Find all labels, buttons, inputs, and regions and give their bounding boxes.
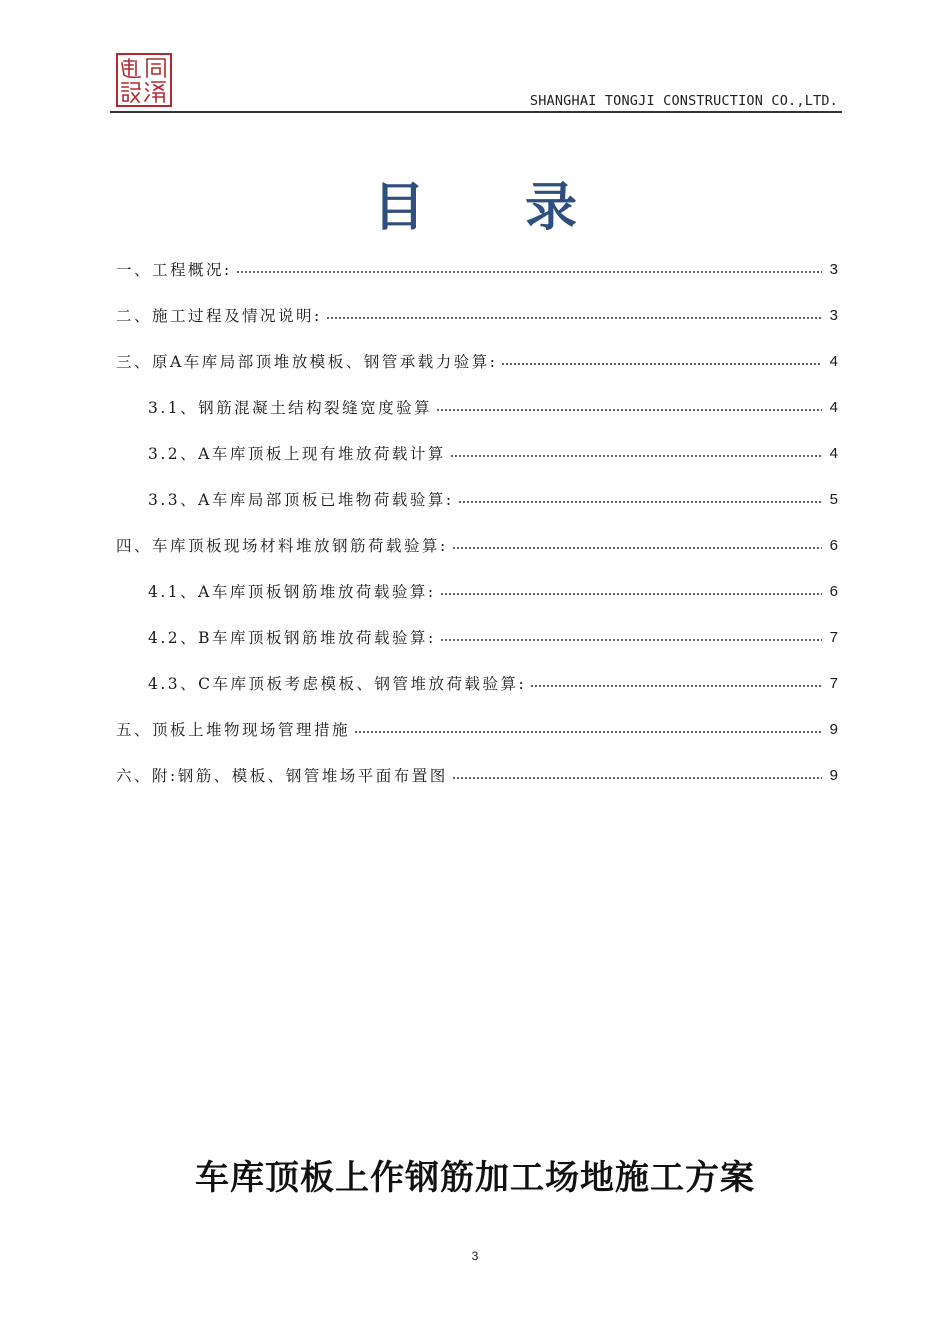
document-title: 车库顶板上作钢筋加工场地施工方案 <box>195 1158 755 1198</box>
toc-leader-dots <box>436 409 822 411</box>
toc-entry[interactable] <box>116 338 838 384</box>
toc-leader-dots <box>450 455 822 457</box>
toc-leader-dots <box>236 271 822 273</box>
toc-entry[interactable] <box>116 292 838 338</box>
toc-entry-page: 4 <box>829 398 838 416</box>
toc-leader-dots <box>440 639 822 641</box>
toc-entry-page: 4 <box>829 444 838 462</box>
toc-entry-page: 6 <box>829 536 838 554</box>
toc-entry-label: 三、原A车库局部顶堆放模板、钢管承载力验算: <box>116 353 498 371</box>
toc-entry-label: 4.2、B车库顶板钢筋堆放荷载验算: <box>148 629 436 647</box>
toc-entry-label: 4.1、A车库顶板钢筋堆放荷载验算: <box>148 583 436 601</box>
toc-entry-label: 六、附:钢筋、模板、钢管堆场平面布置图 <box>116 767 448 785</box>
toc-entry-label: 3.3、A车库局部顶板已堆物荷载验算: <box>148 491 454 509</box>
toc-entry-label: 二、施工过程及情况说明: <box>116 307 322 325</box>
toc-entry-label: 五、顶板上堆物现场管理措施 <box>116 721 351 739</box>
toc-title: 目录 <box>372 178 677 238</box>
toc-entry-page: 6 <box>829 582 838 600</box>
toc-entry-page: 7 <box>829 674 838 692</box>
toc-entry[interactable] <box>116 246 838 292</box>
toc-entry-label: 四、车库顶板现场材料堆放钢筋荷载验算: <box>116 537 448 555</box>
toc-entry-label: 3.1、钢筋混凝土结构裂缝宽度验算 <box>148 399 433 417</box>
toc-entry-page: 3 <box>829 260 838 278</box>
page-number: 3 <box>471 1249 479 1263</box>
toc-entry-label: 一、工程概况: <box>116 261 232 279</box>
toc-entry[interactable] <box>116 384 838 430</box>
table-of-contents <box>116 246 838 798</box>
toc-leader-dots <box>530 685 822 687</box>
toc-leader-dots <box>452 547 822 549</box>
toc-entry[interactable] <box>116 476 838 522</box>
toc-leader-dots <box>452 777 822 779</box>
toc-leader-dots <box>326 317 822 319</box>
company-logo <box>116 53 172 107</box>
toc-entry-page: 4 <box>829 352 838 370</box>
toc-entry-label: 4.3、C车库顶板考虑模板、钢管堆放荷载验算: <box>148 675 527 693</box>
toc-entry-page: 9 <box>829 766 838 784</box>
header-divider <box>110 111 842 113</box>
toc-entry-page: 7 <box>829 628 838 646</box>
toc-leader-dots <box>440 593 822 595</box>
company-name: SHANGHAI TONGJI CONSTRUCTION CO.,LTD. <box>529 93 838 109</box>
toc-entry[interactable] <box>116 522 838 568</box>
toc-leader-dots <box>354 731 822 733</box>
toc-entry[interactable] <box>116 706 838 752</box>
toc-entry-page: 9 <box>829 720 838 738</box>
toc-entry[interactable] <box>116 660 838 706</box>
toc-entry[interactable] <box>116 614 838 660</box>
toc-leader-dots <box>458 501 822 503</box>
toc-entry[interactable] <box>116 430 838 476</box>
toc-entry-page: 3 <box>829 306 838 324</box>
toc-entry-label: 3.2、A车库顶板上现有堆放荷载计算 <box>148 445 446 463</box>
toc-entry[interactable] <box>116 568 838 614</box>
tongji-seal-icon <box>118 55 170 105</box>
toc-leader-dots <box>501 363 822 365</box>
toc-entry-page: 5 <box>829 490 838 508</box>
toc-entry[interactable] <box>116 752 838 798</box>
